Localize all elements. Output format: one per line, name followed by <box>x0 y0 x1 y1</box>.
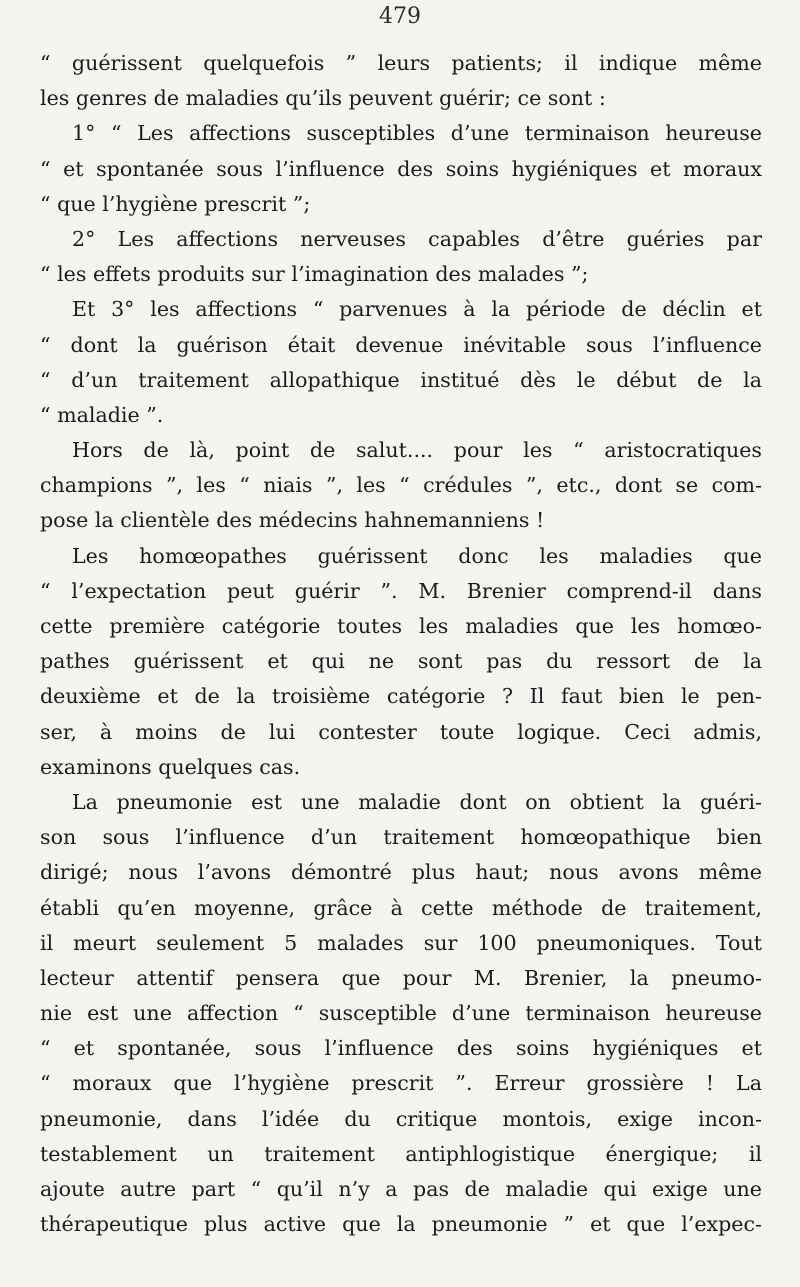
text-line: son sous l’influence d’un traitement homœopathique bien <box>40 825 762 850</box>
page-number: 479 <box>379 4 421 29</box>
text-line: pathes guérissent et qui ne sont pas du ressort de la <box>40 649 762 674</box>
text-line: “ moraux que l’hygiène prescrit ”. Erreur grossière ! La <box>40 1071 762 1096</box>
text-line: pneumonie, dans l’idée du critique montois, exige incon- <box>40 1106 762 1131</box>
text-line: 2° Les affections nerveuses capables d’être guéries par <box>72 226 762 251</box>
text-line: dirigé; nous l’avons démontré plus haut; nous avons même <box>40 860 762 885</box>
text-line: La pneumonie est une maladie dont on obtient la guéri- <box>72 789 762 814</box>
text-line: Et 3° les affections “ parvenues à la période de déclin et <box>72 297 762 322</box>
text-line: “ d’un traitement allopathique institué dès le début de la <box>40 367 762 392</box>
text-line: 1° “ Les affections susceptibles d’une terminaison heureuse <box>72 121 762 146</box>
text-line: ser, à moins de lui contester toute logique. Ceci admis, <box>40 719 762 744</box>
text-line: Hors de là, point de salut.... pour les “ aristocratiques <box>72 438 762 463</box>
text-line: “ dont la guérison était devenue inévitable sous l’influence <box>40 332 762 357</box>
text-line: “ les effets produits sur l’imagination des malades ”; <box>40 262 589 287</box>
text-line: lecteur attentif pensera que pour M. Brenier, la pneumo- <box>40 965 762 990</box>
text-line: deuxième et de la troisième catégorie ? Il faut bien le pen- <box>40 684 762 709</box>
text-line: champions ”, les “ niais ”, les “ crédules ”, etc., dont se com- <box>40 473 762 498</box>
text-line: examinons quelques cas. <box>40 754 301 779</box>
text-line: “ et spontanée sous l’influence des soins hygiéniques et moraux <box>40 156 762 181</box>
text-line: établi qu’en moyenne, grâce à cette méthode de traitement, <box>40 895 762 920</box>
text-line: testablement un traitement antiphlogistique énergique; il <box>40 1141 762 1166</box>
text-line: il meurt seulement 5 malades sur 100 pneumoniques. Tout <box>40 930 762 955</box>
text-line: “ guérissent quelquefois ” leurs patients; il indique même <box>40 51 762 75</box>
text-line: “ l’expectation peut guérir ”. M. Brenier comprend-il dans <box>40 578 762 603</box>
text-line: Les homœopathes guérissent donc les maladies que <box>72 543 762 568</box>
text-line: “ maladie ”. <box>40 402 164 427</box>
text-line: nie est une affection “ susceptible d’une terminaison heureuse <box>40 1001 762 1026</box>
text-line: thérapeutique plus active que la pneumonie ” et que l’expec- <box>40 1212 762 1237</box>
body-text <box>40 46 762 1242</box>
text-line: cette première catégorie toutes les maladies que les homœo- <box>40 614 762 638</box>
text-line: “ et spontanée, sous l’influence des soins hygiéniques et <box>40 1036 762 1061</box>
text-line: “ que l’hygiène prescrit ”; <box>40 191 311 216</box>
text-line: les genres de maladies qu’ils peuvent guérir; ce sont : <box>40 86 606 111</box>
text-line: ajoute autre part “ qu’il n’y a pas de maladie qui exige une <box>40 1177 762 1201</box>
text-line: pose la clientèle des médecins hahnemanniens ! <box>40 508 545 533</box>
